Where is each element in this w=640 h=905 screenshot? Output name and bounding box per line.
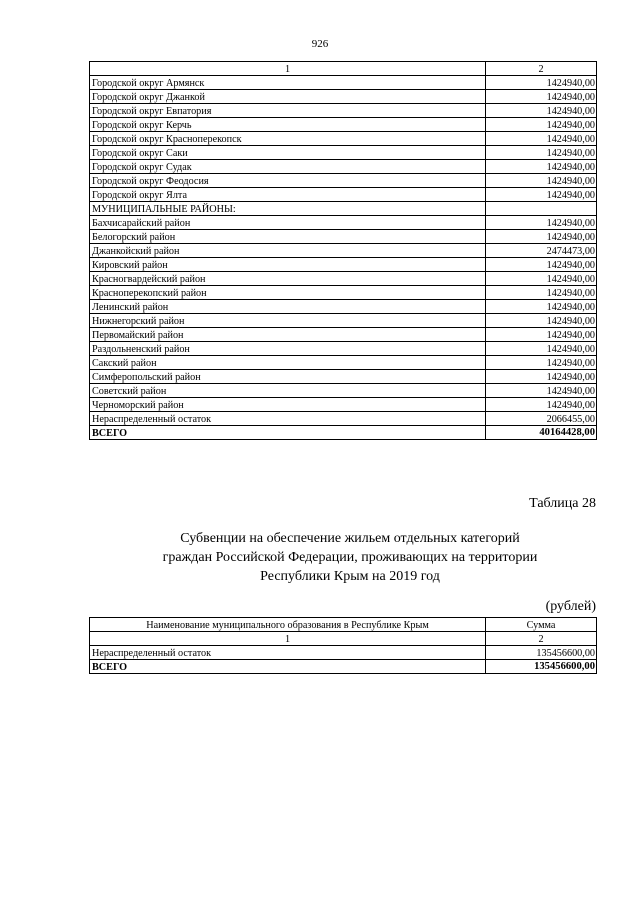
row-sum: 1424940,00 (486, 132, 597, 146)
row-name: Нераспределенный остаток (90, 646, 486, 660)
row-name: Черноморский район (90, 398, 486, 412)
column-number-row (90, 62, 597, 76)
row-sum: 1424940,00 (486, 314, 597, 328)
row-name: Городской округ Саки (90, 146, 486, 160)
table-row (90, 272, 597, 286)
row-name: Первомайский район (90, 328, 486, 342)
table-label: Таблица 28 (529, 496, 596, 511)
row-sum: 1424940,00 (486, 216, 597, 230)
row-sum: 1424940,00 (486, 160, 597, 174)
column-number-1: 1 (90, 632, 486, 646)
row-name: Красноперекопский район (90, 286, 486, 300)
row-sum: 1424940,00 (486, 104, 597, 118)
total-sum: 135456600,00 (486, 660, 597, 674)
row-sum: 135456600,00 (486, 646, 597, 660)
table-row (90, 188, 597, 202)
row-name: Городской округ Феодосия (90, 174, 486, 188)
table-row (90, 398, 597, 412)
total-sum: 40164428,00 (486, 426, 597, 440)
total-label: ВСЕГО (90, 426, 486, 440)
row-sum: 1424940,00 (486, 174, 597, 188)
table-row (90, 342, 597, 356)
table-row (90, 216, 597, 230)
page-number: 926 (311, 38, 329, 50)
table-row (90, 146, 597, 160)
row-name: Городской округ Красноперекопск (90, 132, 486, 146)
row-sum: 1424940,00 (486, 76, 597, 90)
row-name: Ленинский район (90, 300, 486, 314)
row-name: Джанкойский район (90, 244, 486, 258)
table-row (90, 286, 597, 300)
row-sum: 1424940,00 (486, 370, 597, 384)
table-row (90, 314, 597, 328)
table-row (90, 300, 597, 314)
table-row (90, 384, 597, 398)
row-name: Симферопольский район (90, 370, 486, 384)
row-sum: 1424940,00 (486, 398, 597, 412)
table-row (90, 202, 597, 216)
row-name: Бахчисарайский район (90, 216, 486, 230)
row-sum: 1424940,00 (486, 384, 597, 398)
total-row (90, 660, 597, 674)
row-sum: 1424940,00 (486, 272, 597, 286)
row-name: Нижнегорский район (90, 314, 486, 328)
row-sum (486, 202, 597, 216)
row-sum: 1424940,00 (486, 286, 597, 300)
column-header-name: Наименование муниципального образования в Республике Крым (90, 618, 486, 632)
table-title (0, 529, 640, 586)
table-row (90, 132, 597, 146)
row-name: Городской округ Джанкой (90, 90, 486, 104)
row-sum: 1424940,00 (486, 146, 597, 160)
table-row (90, 646, 597, 660)
table-row (90, 90, 597, 104)
subsidy-table-continued (89, 61, 597, 440)
row-sum: 2474473,00 (486, 244, 597, 258)
total-row (90, 426, 597, 440)
table-row (90, 370, 597, 384)
row-name: Белогорский район (90, 230, 486, 244)
table-title-line: Субвенции на обеспечение жильем отдельных категорий (180, 531, 520, 546)
table-row (90, 328, 597, 342)
table-title-line: граждан Российской Федерации, проживающих на территории (162, 550, 538, 565)
total-label: ВСЕГО (90, 660, 486, 674)
subsidy-table-28 (89, 617, 597, 674)
table-row (90, 118, 597, 132)
row-name: Городской округ Евпатория (90, 104, 486, 118)
row-name: Городской округ Ялта (90, 188, 486, 202)
column-number-2: 2 (486, 62, 597, 76)
table-row (90, 258, 597, 272)
table-row (90, 412, 597, 426)
table-row (90, 160, 597, 174)
table-title-line: Республики Крым на 2019 год (260, 569, 440, 584)
column-number-2: 2 (486, 632, 597, 646)
row-name: Городской округ Армянск (90, 76, 486, 90)
row-sum: 2066455,00 (486, 412, 597, 426)
column-header-sum: Сумма (486, 618, 597, 632)
table-row (90, 76, 597, 90)
row-name: Нераспределенный остаток (90, 412, 486, 426)
row-name: МУНИЦИПАЛЬНЫЕ РАЙОНЫ: (90, 202, 486, 216)
row-sum: 1424940,00 (486, 118, 597, 132)
row-name: Советский район (90, 384, 486, 398)
row-name: Сакский район (90, 356, 486, 370)
row-name: Красногвардейский район (90, 272, 486, 286)
row-sum: 1424940,00 (486, 300, 597, 314)
row-name: Кировский район (90, 258, 486, 272)
row-sum: 1424940,00 (486, 230, 597, 244)
row-name: Городской округ Судак (90, 160, 486, 174)
row-sum: 1424940,00 (486, 188, 597, 202)
table-row (90, 174, 597, 188)
column-number-1: 1 (90, 62, 486, 76)
row-sum: 1424940,00 (486, 356, 597, 370)
table-row (90, 104, 597, 118)
column-header-row (90, 618, 597, 632)
table-row (90, 230, 597, 244)
row-name: Городской округ Керчь (90, 118, 486, 132)
table-row (90, 356, 597, 370)
row-name: Раздольненский район (90, 342, 486, 356)
row-sum: 1424940,00 (486, 90, 597, 104)
column-number-row (90, 632, 597, 646)
units-label: (рублей) (545, 599, 596, 614)
table-row (90, 244, 597, 258)
row-sum: 1424940,00 (486, 328, 597, 342)
row-sum: 1424940,00 (486, 342, 597, 356)
row-sum: 1424940,00 (486, 258, 597, 272)
